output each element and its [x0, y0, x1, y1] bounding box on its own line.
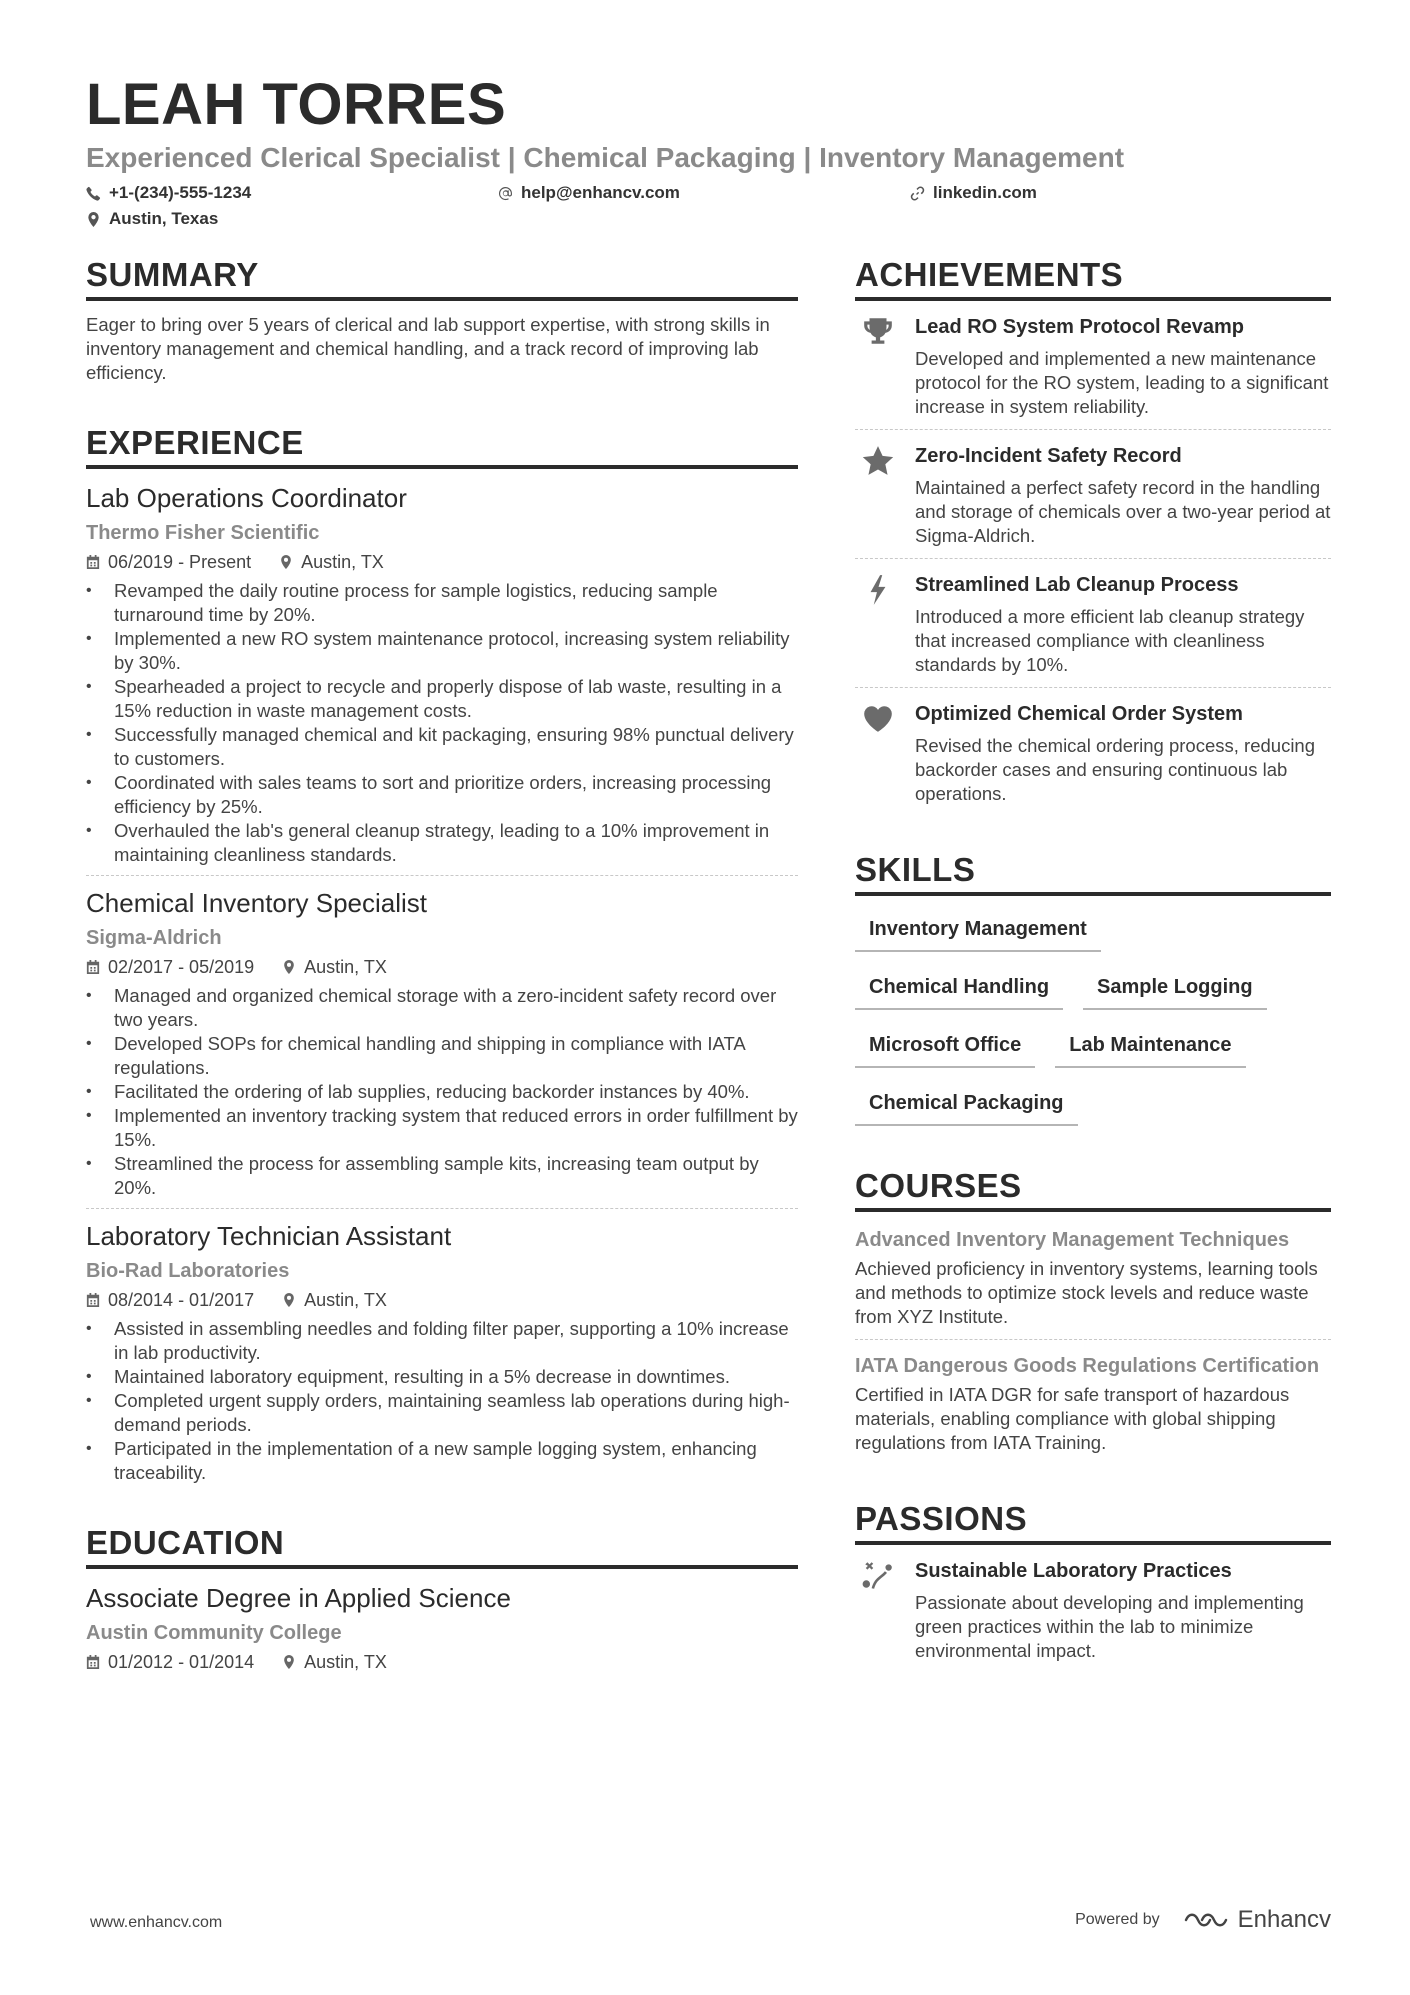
- education-dates: [86, 1649, 254, 1675]
- location-pin-icon: [282, 1655, 296, 1669]
- phone-icon: [86, 186, 101, 201]
- summary-text: Eager to bring over 5 years of clerical and lab support expertise, with strong skills in inventory management and chemical handling, and a track record of improving lab efficiency.: [86, 314, 770, 383]
- job-meta: [86, 1287, 798, 1313]
- left-column: [86, 255, 798, 1675]
- job-title: Laboratory Technician Assistant: [86, 1221, 452, 1251]
- education-location: [282, 1649, 387, 1675]
- heart-icon: [861, 702, 895, 736]
- experience-section: [86, 423, 798, 1493]
- job-location-text: Austin, TX: [301, 552, 384, 572]
- job-bullet: • Coordinated with sales teams to sort and prioritize orders, increasing processing efficiency by 25%.: [86, 771, 798, 819]
- calendar-icon: [86, 1293, 100, 1307]
- powered-by-text: Powered by: [1075, 1911, 1160, 1928]
- degree-title: Associate Degree in Applied Science: [86, 1583, 511, 1613]
- location-pin-icon: [86, 212, 101, 227]
- job-location: [282, 1287, 387, 1313]
- school-name: Austin Community College: [86, 1622, 342, 1644]
- education-section: [86, 1523, 798, 1675]
- job-bullet: • Implemented an inventory tracking system that reduced errors in order fulfillment by 15%.: [86, 1104, 798, 1152]
- achievement-body: [915, 442, 1331, 548]
- link-icon: [910, 186, 925, 201]
- passions-section: [855, 1499, 1331, 1673]
- skill-tag: Chemical Handling: [855, 966, 1063, 1010]
- skill-tag: Sample Logging: [1083, 966, 1267, 1010]
- job-location: [279, 549, 384, 575]
- achievement-desc: Revised the chemical ordering process, reducing backorder cases and ensuring continuous lab operations.: [915, 735, 1316, 804]
- job-dates: [86, 1287, 254, 1313]
- passion-desc: Passionate about developing and implementing green practices within the lab to minimize environmental impact.: [915, 1592, 1304, 1661]
- job-bullet: • Completed urgent supply orders, maintaining seamless lab operations during high-demand periods.: [86, 1389, 798, 1437]
- experience-item: [86, 1219, 798, 1493]
- phone-text: +1-(234)-555-1234: [109, 183, 252, 202]
- job-bullet: • Maintained laboratory equipment, resulting in a 5% decrease in downtimes.: [86, 1365, 798, 1389]
- summary-section: [86, 255, 798, 385]
- achievement-title: Streamlined Lab Cleanup Process: [915, 574, 1239, 596]
- company-name: Bio-Rad Laboratories: [86, 1260, 290, 1282]
- section-title-skills: SKILLS: [855, 850, 1331, 896]
- education-location-text: Austin, TX: [304, 1652, 387, 1672]
- location-pin-icon: [282, 1293, 296, 1307]
- achievement-item: [855, 301, 1331, 430]
- section-title-courses: COURSES: [855, 1166, 1331, 1212]
- achievement-icon-wrap: [855, 313, 901, 419]
- footer-branding: [1075, 1906, 1331, 1934]
- enhancv-logo-icon: [1182, 1908, 1230, 1932]
- skills-section: [855, 850, 1331, 1126]
- job-bullet: • Facilitated the ordering of lab supplies, reducing backorder instances by 40%.: [86, 1080, 798, 1104]
- linkedin-text: linkedin.com: [933, 183, 1037, 202]
- trophy-icon: [861, 315, 895, 349]
- courses-section: [855, 1166, 1331, 1465]
- contact-linkedin[interactable]: [910, 180, 1037, 206]
- experience-item: [86, 481, 798, 876]
- education-dates-text: 01/2012 - 01/2014: [108, 1652, 255, 1672]
- job-bullet: • Managed and organized chemical storage with a zero-incident safety record over two years.: [86, 984, 798, 1032]
- course-desc: Achieved proficiency in inventory systems, learning tools and methods to optimize stock levels and reduce waste from XYZ Institute.: [855, 1258, 1318, 1327]
- achievement-body: [915, 313, 1331, 419]
- route-icon: [861, 1559, 895, 1593]
- job-bullets: [86, 579, 798, 867]
- job-location-text: Austin, TX: [304, 1290, 387, 1310]
- section-title-summary: SUMMARY: [86, 255, 798, 301]
- course-title: IATA Dangerous Goods Regulations Certification: [855, 1355, 1320, 1377]
- achievement-icon-wrap: [855, 571, 901, 677]
- email-text: help@enhancv.com: [521, 183, 680, 202]
- achievement-icon-wrap: [855, 442, 901, 548]
- achievement-body: [915, 571, 1331, 677]
- contact-phone[interactable]: [86, 180, 251, 206]
- lightning-icon: [861, 573, 895, 607]
- brand-name: Enhancv: [1237, 1906, 1331, 1933]
- course-desc: Certified in IATA DGR for safe transport of hazardous materials, enabling compliance with global shipping regulations from IATA Training.: [855, 1384, 1290, 1453]
- achievement-desc: Developed and implemented a new maintenance protocol for the RO system, leading to a significant increase in system reliability.: [915, 348, 1329, 417]
- job-bullets: [86, 984, 798, 1200]
- calendar-icon: [86, 555, 100, 569]
- star-icon: [861, 444, 895, 478]
- location-pin-icon: [279, 555, 293, 569]
- job-bullet: • Streamlined the process for assembling sample kits, increasing team output by 20%.: [86, 1152, 798, 1200]
- location-pin-icon: [282, 960, 296, 974]
- achievement-desc: Maintained a perfect safety record in the handling and storage of chemicals over a two-year period at Sigma-Aldrich.: [915, 477, 1331, 546]
- skill-tag: Chemical Packaging: [855, 1082, 1078, 1126]
- job-bullet: • Revamped the daily routine process for sample logistics, reducing sample turnaround time by 20%.: [86, 579, 798, 627]
- skill-tag: Inventory Management: [855, 908, 1101, 952]
- achievement-title: Lead RO System Protocol Revamp: [915, 316, 1244, 338]
- passion-icon-wrap: [855, 1557, 901, 1663]
- education-meta: [86, 1649, 798, 1675]
- candidate-name: LEAH TORRES: [86, 72, 507, 137]
- passion-body: [915, 1557, 1331, 1663]
- calendar-icon: [86, 960, 100, 974]
- passion-item: [855, 1545, 1331, 1673]
- brand-logo[interactable]: [1182, 1906, 1331, 1934]
- job-dates-text: 06/2019 - Present: [108, 552, 252, 572]
- job-bullet: • Successfully managed chemical and kit packaging, ensuring 98% punctual delivery to customers.: [86, 723, 798, 771]
- job-dates-text: 08/2014 - 01/2017: [108, 1290, 255, 1310]
- at-icon: [498, 186, 513, 201]
- job-bullet: • Developed SOPs for chemical handling and shipping in compliance with IATA regulations.: [86, 1032, 798, 1080]
- course-item: [855, 1224, 1331, 1340]
- calendar-icon: [86, 1655, 100, 1669]
- job-location-text: Austin, TX: [304, 957, 387, 977]
- job-bullet: • Spearheaded a project to recycle and properly dispose of lab waste, resulting in a 15% reduction in waste management costs.: [86, 675, 798, 723]
- job-meta: [86, 549, 798, 575]
- achievement-desc: Introduced a more efficient lab cleanup strategy that increased compliance with cleanliness standards by 10%.: [915, 606, 1305, 675]
- section-title-education: EDUCATION: [86, 1523, 798, 1569]
- job-bullet: • Participated in the implementation of a new sample logging system, enhancing traceability.: [86, 1437, 798, 1485]
- footer-website[interactable]: www.enhancv.com: [90, 1914, 223, 1931]
- achievement-item: [855, 430, 1331, 559]
- job-bullet: • Assisted in assembling needles and folding filter paper, supporting a 10% increase in lab productivity.: [86, 1317, 798, 1365]
- job-location: [282, 954, 387, 980]
- job-meta: [86, 954, 798, 980]
- right-column: [855, 255, 1331, 1673]
- achievement-item: [855, 688, 1331, 816]
- candidate-headline: Experienced Clerical Specialist | Chemical Packaging | Inventory Management: [86, 142, 1125, 173]
- job-bullets: [86, 1317, 798, 1485]
- achievement-body: [915, 700, 1331, 806]
- company-name: Thermo Fisher Scientific: [86, 522, 320, 544]
- achievement-item: [855, 559, 1331, 688]
- job-dates: [86, 954, 254, 980]
- job-dates-text: 02/2017 - 05/2019: [108, 957, 255, 977]
- passion-title: Sustainable Laboratory Practices: [915, 1560, 1232, 1582]
- job-bullet: • Implemented a new RO system maintenance protocol, increasing system reliability by 30%.: [86, 627, 798, 675]
- skills-list: [855, 908, 1331, 1126]
- section-title-experience: EXPERIENCE: [86, 423, 798, 469]
- achievement-title: Optimized Chemical Order System: [915, 703, 1243, 725]
- experience-item: [86, 886, 798, 1209]
- section-title-achievements: ACHIEVEMENTS: [855, 255, 1331, 301]
- course-item: [855, 1350, 1331, 1465]
- job-title: Chemical Inventory Specialist: [86, 888, 428, 918]
- section-title-passions: PASSIONS: [855, 1499, 1331, 1545]
- company-name: Sigma-Aldrich: [86, 927, 222, 949]
- skill-tag: Microsoft Office: [855, 1024, 1035, 1068]
- achievements-section: [855, 255, 1331, 816]
- location-text: Austin, Texas: [109, 209, 219, 228]
- job-bullet: • Overhauled the lab's general cleanup strategy, leading to a 10% improvement in maintaining cleanliness standards.: [86, 819, 798, 867]
- resume-header: [86, 70, 1336, 236]
- course-title: Advanced Inventory Management Techniques: [855, 1229, 1290, 1251]
- page-footer: [86, 1904, 1331, 1944]
- skill-tag: Lab Maintenance: [1055, 1024, 1245, 1068]
- contact-email[interactable]: [498, 180, 680, 206]
- job-title: Lab Operations Coordinator: [86, 483, 407, 513]
- contact-info: [86, 180, 1336, 236]
- contact-location: [86, 206, 218, 232]
- job-dates: [86, 549, 251, 575]
- achievement-icon-wrap: [855, 700, 901, 806]
- achievement-title: Zero-Incident Safety Record: [915, 445, 1182, 467]
